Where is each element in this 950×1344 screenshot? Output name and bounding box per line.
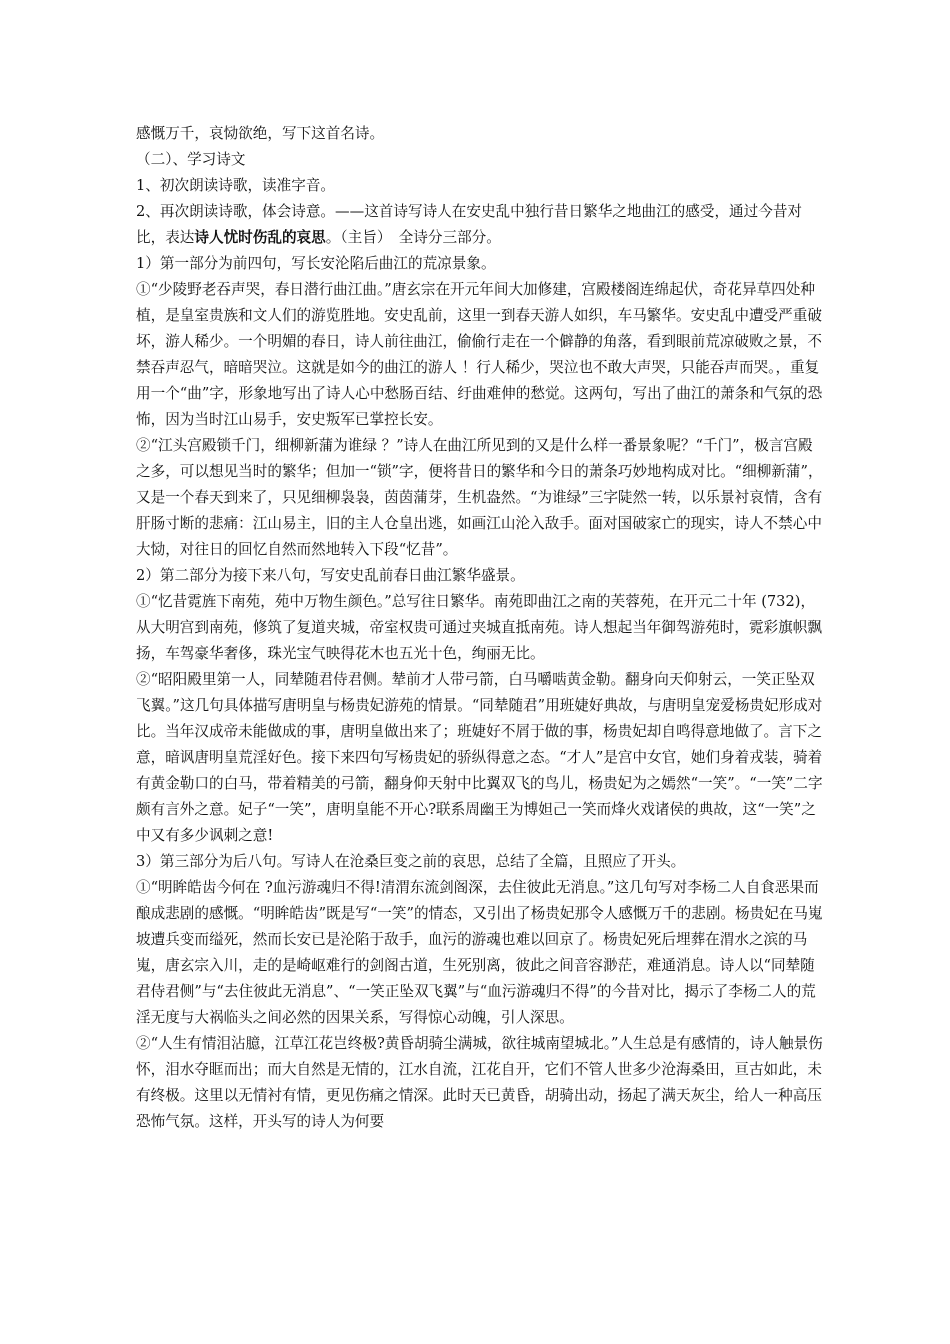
part-3-heading: 3）第三部分为后八句。写诗人在沧桑巨变之前的哀思，总结了全篇，且照应了开头。 [136, 853, 686, 870]
paragraph-step-1: 1、初次朗读诗歌，读准字音。 [136, 177, 336, 194]
part-1-item-2: ②“江头宫殿锁千门，细柳新蒲为谁绿 ？”诗人在曲江所见到的又是什么样一番景象呢？“千门”，极言宫殿之多，可以想见当时的繁华；但加一“锁”字，便将昔日的繁华和今日的萧条巧妙地构成对比。“细柳新蒲”，又是一个春天到来了，只见细柳袅袅，茵茵蒲芽，生机盎然。“为谁绿”三字陡然一转，以乐景衬哀情，含有肝肠寸断的悲痛：江山易主，旧的主人仓皇出逃，如画江山沦入敌手。面对国破家亡的现实，诗人不禁心中大恸，对往日的回忆自然而然地转入下段“忆昔”。 [136, 437, 823, 558]
part-2-heading: 2）第二部分为接下来八句，写安史乱前春日曲江繁华盛景。 [136, 567, 525, 584]
paragraph-step-2 [136, 199, 826, 251]
step-2-text: 2、再次朗读诗歌，体会诗意。——这首诗写诗人在安史乱中独行昔日繁华之地曲江的感受，通过今昔对比，表达 [136, 203, 803, 246]
part-2-item-2: ②“昭阳殿里第一人，同辇随君侍君侧。辇前才人带弓箭，白马嚼啮黄金勒。翻身向天仰射云，一笑正坠双飞翼。”这几句具体描写唐明皇与杨贵妃游苑的情景。“同辇随君”用班婕好典故，与唐明皇宠爱杨贵妃形成对比。当年汉成帝未能做成的事，唐明皇做出来了；班婕好不屑于做的事，杨贵妃却自鸣得意地做了。言下之意，暗讽唐明皇荒淫好色。接下来四句写杨贵妃的骄纵得意之态。“才人”是宫中女官，她们身着戎装，骑着有黄金勒口的白马，带着精美的弓箭，翻身仰天射中比翼双飞的鸟儿，杨贵妃为之嫣然“一笑”。“一笑”二字颇有言外之意。妃子“一笑”，唐明皇能不开心?联系周幽王为博妲己一笑而烽火戏诸侯的典故，这“一笑”之中又有多少讽刺之意! [136, 671, 823, 844]
theme-emphasis: 诗人忧时伤乱的哀思 [194, 229, 326, 246]
part-3-item-1: ①“明眸皓齿今何在 ?血污游魂归不得!清渭东流剑阁深，去住彼此无消息。”这几句写对李杨二人自食恶果而酿成悲剧的感慨。“明眸皓齿”既是写“一笑”的情态，又引出了杨贵妃那令人感慨万千的悲剧。杨贵妃在马嵬坡遭兵变而缢死，然而长安已是沦陷于敌手，血污的游魂也难以回京了。杨贵妃死后埋葬在渭水之滨的马嵬，唐玄宗入川，走的是崎岖难行的剑阁古道，生死别离，彼此之间音容渺茫，难通消息。诗人以“同辇随君侍君侧”与“去住彼此无消息”、“一笑正坠双飞翼”与“血污游魂归不得”的今昔对比，揭示了李杨二人的荒淫无度与大祸临头之间必然的因果关系，写得惊心动魄，引人深思。 [136, 879, 823, 1026]
document-body [136, 121, 826, 1135]
part-1-heading: 1）第一部分为前四句，写长安沦陷后曲江的荒凉景象。 [136, 255, 496, 272]
part-1-item-1: ①“少陵野老吞声哭，春日潜行曲江曲。”唐玄宗在开元年间大加修建，宫殿楼阁连绵起伏，奇花异草四处种植，是皇室贵族和文人们的游览胜地。安史乱前，这里一到春天游人如织，车马繁华。安史乱中遭受严重破坏，游人稀少。一个明媚的春日，诗人前往曲江，偷偷行走在一个僻静的角落，看到眼前荒凉破败之景，不禁吞声忍气，暗暗哭泣。这就是如今的曲江的游人 ！行人稀少，哭泣也不敢大声哭，只能吞声而哭。，重复用一个“曲”字，形象地写出了诗人心中愁肠百结、纡曲难伸的愁觉。这两句，写出了曲江的萧条和气氛的恐怖，因为当时江山易手，安史叛军已掌控长安。 [136, 281, 823, 428]
section-heading-study-text: （二）、学习诗文 [136, 151, 246, 168]
part-3-item-2: ②“人生有情泪沾臆，江草江花岂终极?黄昏胡骑尘满城，欲往城南望城北。”人生总是有感情的，诗人触景伤怀，泪水夺眶而出；而大自然是无情的，江水自流，江花自开，它们不管人世多少沧海桑田，亘古如此，未有终极。这里以无情衬有情，更见伤痛之情深。此时天已黄昏，胡骑出动，扬起了满天灰尘，给人一种高压恐怖气氛。这样，开头写的诗人为何要 [136, 1035, 823, 1130]
part-2-item-1: ①“忆昔霓旌下南苑，苑中万物生颜色。”总写往日繁华。南苑即曲江之南的芙蓉苑，在开元二十年 (732)，从大明宫到南苑，修筑了复道夹城，帝室权贵可通过夹城直抵南苑。诗人想起当年御驾游苑时，霓彩旗帜飘扬，车驾豪华奢侈，珠光宝气映得花木也五光十色，绚丽无比。 [136, 593, 822, 662]
step-2-tail: 。（主旨） 全诗分三部分。 [325, 229, 501, 246]
paragraph-intro: 感慨万千，哀恸欲绝，写下这首名诗。 [136, 125, 385, 142]
